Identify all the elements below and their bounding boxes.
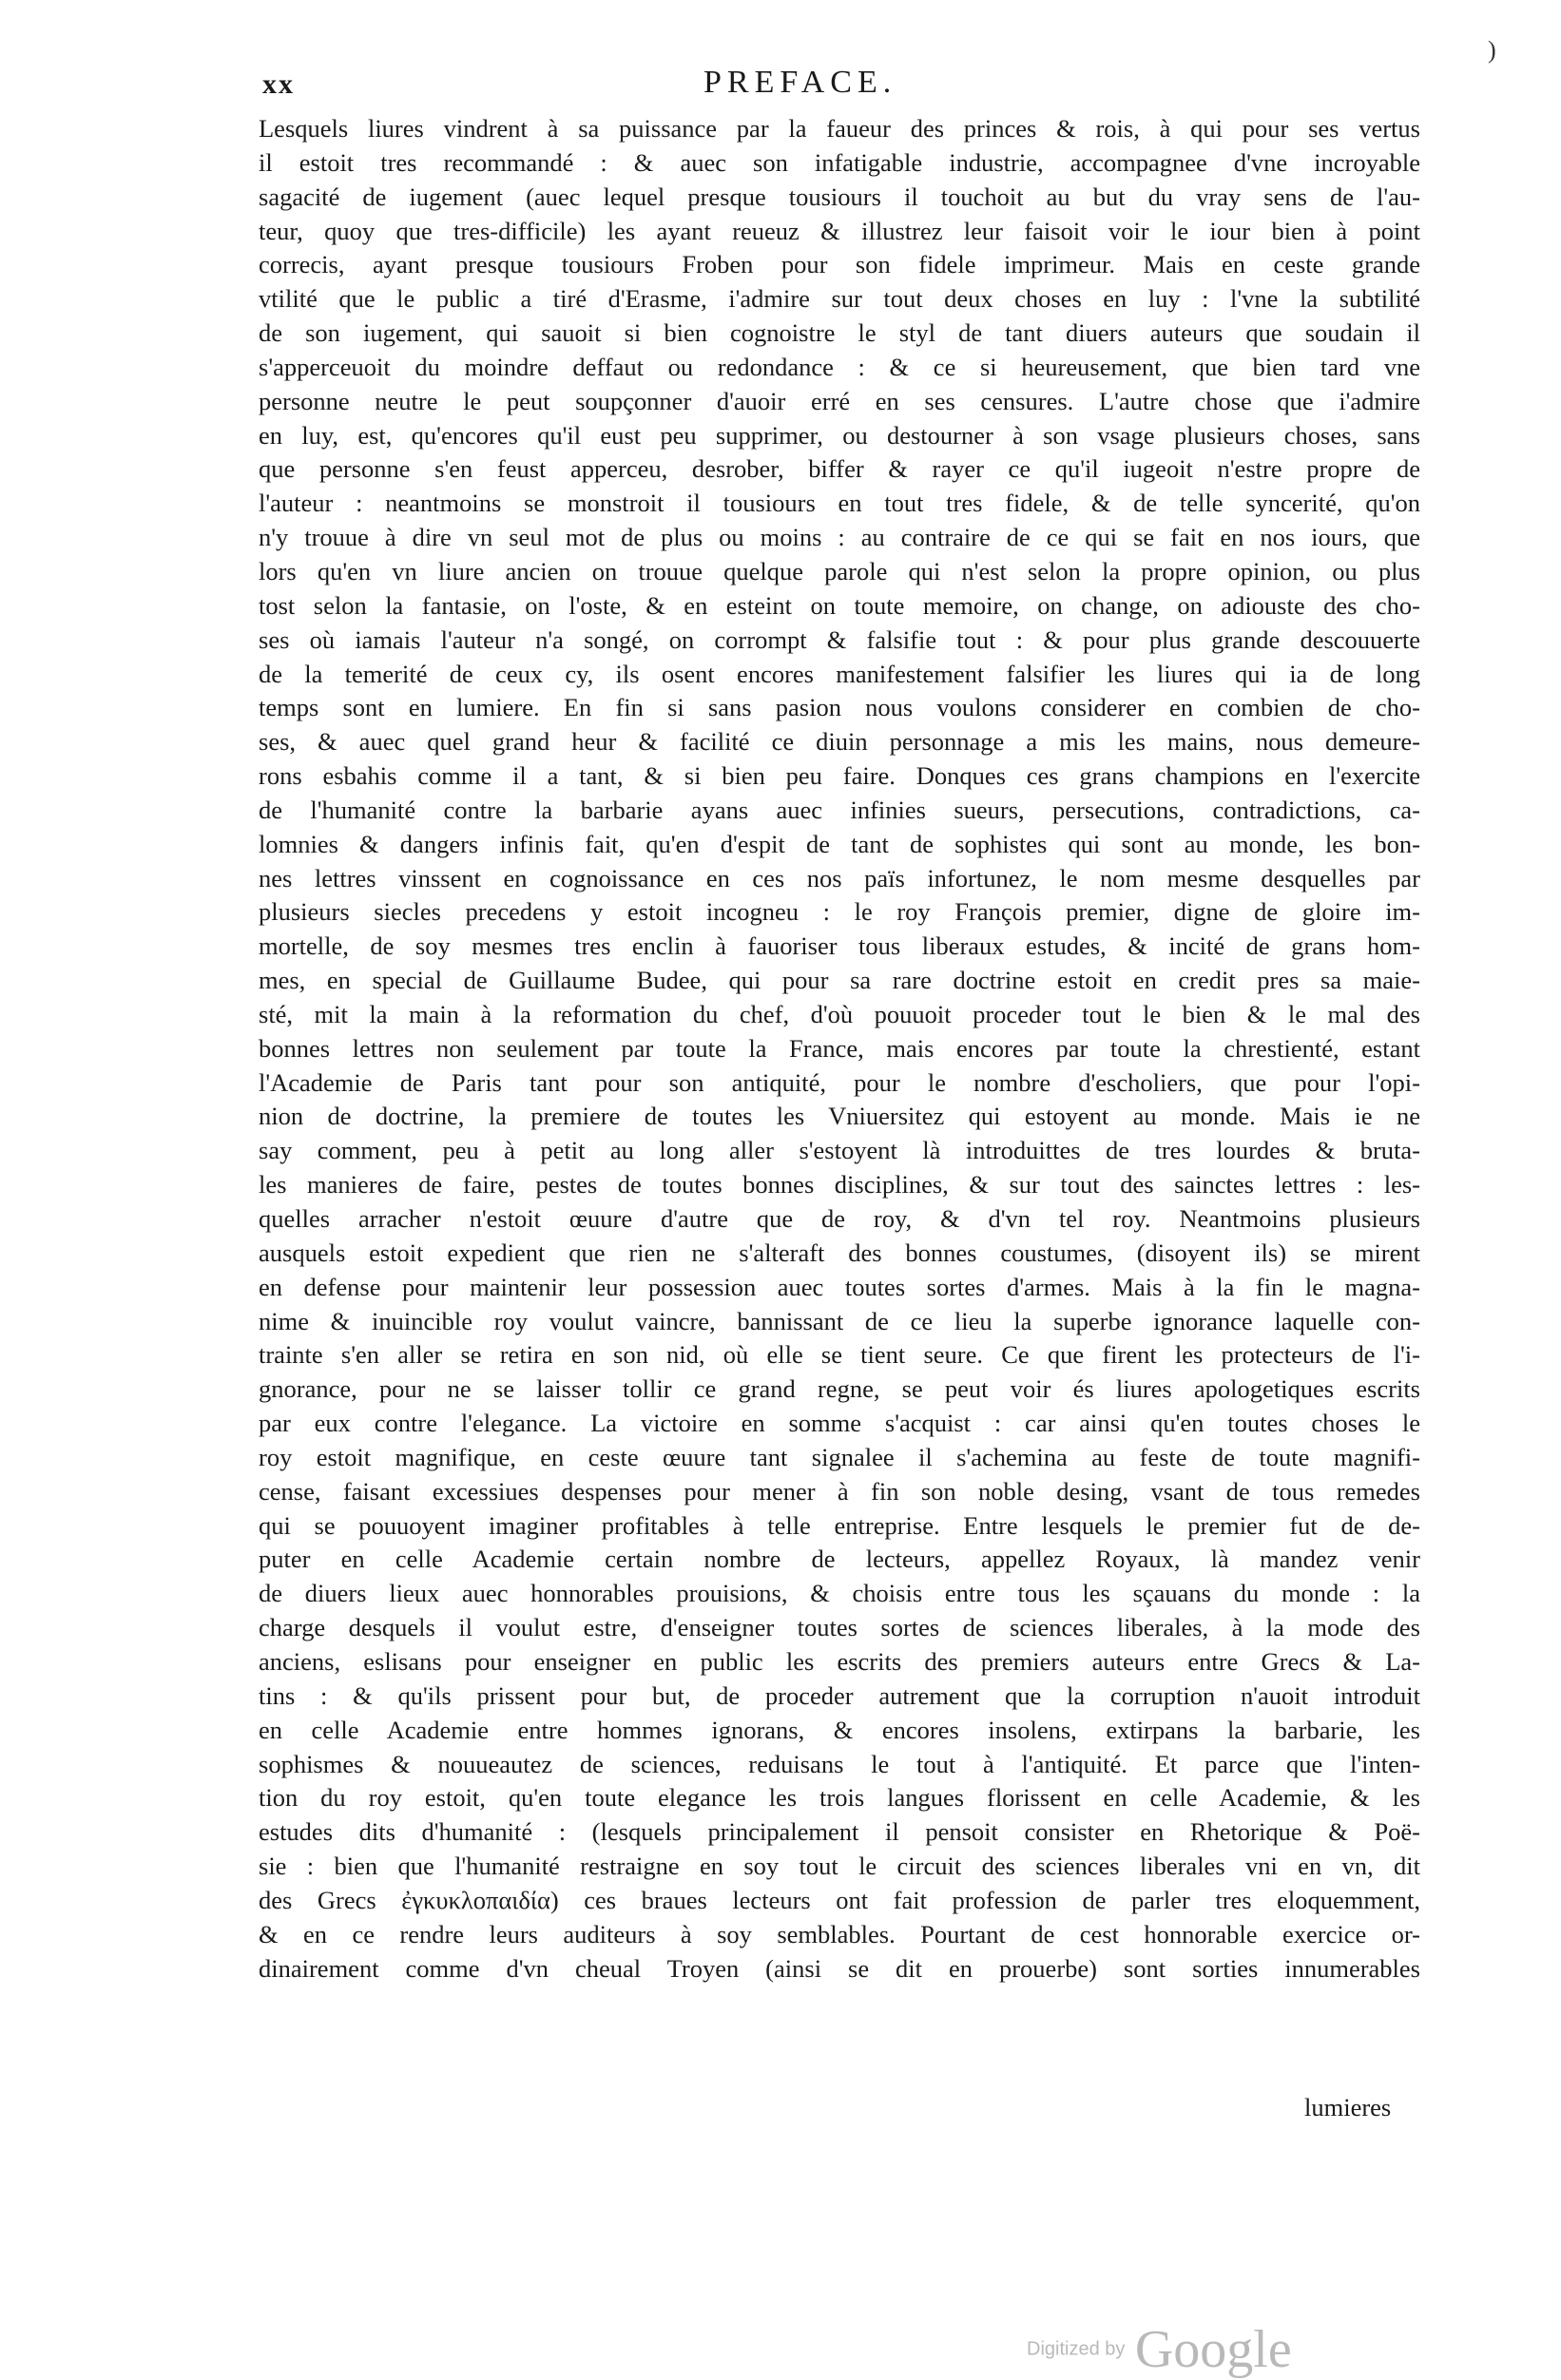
text-line: l'Academie de Paris tant pour son antiquité, pour le nombre d'escholiers, que pour l'opi- [259,1067,1420,1097]
text-line: les manieres de faire, pestes de toutes bonnes disciplines, & sur tout des sainctes lettres : les- [259,1170,1420,1200]
text-line: bonnes lettres non seulement par toute la France, mais encores par toute la chrestienté, estant [259,1033,1420,1063]
text-line: s'apperceuoit du moindre deffaut ou redondance : & ce si heureusement, que bien tard vne [259,352,1420,381]
text-line: sie : bien que l'humanité restraigne en soy tout le circuit des sciences liberales vni en vn, dit [259,1852,1420,1881]
text-line: il estoit tres recommandé : & auec son infatigable industrie, accompagnee d'vne incroyable [259,147,1420,177]
text-line: nime & inuincible roy voulut vaincre, bannissant de ce lieu la superbe ignorance laquelle con- [259,1306,1420,1335]
text-line: plusieurs siecles precedens y estoit incogneu : le roy François premier, digne de gloire im- [259,897,1420,927]
text-line: qui se pouuoyent imaginer profitables à telle entreprise. Entre lesquels le premier fut de de- [259,1510,1420,1540]
text-line: trainte s'en aller se retira en son nid, où elle se tient seure. Ce que firent les protecteurs de l'i- [259,1340,1420,1370]
text-line: vtilité que le public a tiré d'Erasme, i'admire sur tout deux choses en luy : l'vne la subtilité [259,284,1420,314]
text-line: en luy, est, qu'encores qu'il eust peu supprimer, ou destourner à son vsage plusieurs choses, sans [259,420,1420,450]
text-line: & en ce rendre leurs auditeurs à soy semblables. Pourtant de cest honnorable exercice or- [259,1919,1420,1948]
google-logo: Google [1134,2320,1292,2379]
text-line: ses, & auec quel grand heur & facilité ce diuin personnage a mis les mains, nous demeure- [259,727,1420,757]
text-line: lors qu'en vn liure ancien on trouue quelque parole qui n'est selon la propre opinion, ou plus [259,556,1420,585]
text-line: dinairement comme d'vn cheual Troyen (ainsi se dit en prouerbe) sont sorties innumerables [259,1953,1420,1983]
text-line: par eux contre l'elegance. La victoire en somme s'acquist : car ainsi qu'en toutes choses le [259,1409,1420,1438]
body-text [259,112,1420,1986]
text-line: temps sont en lumiere. En fin si sans pasion nous voulons considerer en combien de cho- [259,693,1420,722]
text-line: n'y trouue à dire vn seul mot de plus ou moins : au contraire de ce qui se fait en nos iours, que [259,523,1420,552]
text-line: en defense pour maintenir leur possession auec toutes sortes d'armes. Mais à la fin le magna- [259,1272,1420,1301]
text-line: cense, faisant excessiues despenses pour mener à fin son noble desing, vsant de tous remedes [259,1476,1420,1506]
text-line: charge desquels il voulut estre, d'enseigner toutes sortes de sciences liberales, à la mode des [259,1613,1420,1642]
text-line: des Grecs ἐγκυκλοπαιδία) ces braues lecteurs ont fait profession de parler tres eloquemment, [259,1885,1420,1914]
text-line: de la temerité de ceux cy, ils osent encores manifestement falsifier les liures qui ia de long [259,659,1420,688]
text-line: ses où iamais l'auteur n'a songé, on corrompt & falsifie tout : & pour plus grande descouuerte [259,624,1420,654]
page-number: xx [262,68,295,100]
text-line: say comment, peu à petit au long aller s'estoyent là introduittes de tres lourdes & bruta- [259,1136,1420,1165]
text-line: mortelle, de soy mesmes tres enclin à fauoriser tous liberaux estudes, & incité de grans hom- [259,931,1420,961]
text-line: teur, quoy que tres-difficile) les ayant reueuz & illustrez leur faisoit voir le iour bien à point [259,216,1420,245]
text-line: correcis, ayant presque tousiours Froben pour son fidele imprimeur. Mais en ceste grande [259,250,1420,279]
text-line: Lesquels liures vindrent à sa puissance par la faueur des princes & rois, à qui pour ses vertus [259,114,1420,143]
text-line: sté, mit la main à la reformation du chef, d'où pouuoit proceder tout le bien & le mal des [259,999,1420,1028]
text-line: anciens, eslisans pour enseigner en public les escrits des premiers auteurs entre Grecs & La- [259,1646,1420,1676]
text-line: de son iugement, qui sauoit si bien cognoistre le styl de tant diuers auteurs que soudain il [259,318,1420,348]
text-line: de diuers lieux auec honnorables prouisions, & choisis entre tous les sçauans du monde : la [259,1579,1420,1608]
text-line: sagacité de iugement (auec lequel presque tousiours il touchoit au but du vray sens de l'au- [259,182,1420,211]
text-line: tins : & qu'ils prissent pour but, de proceder autrement que la corruption n'auoit introduit [259,1680,1420,1710]
text-line: rons esbahis comme il a tant, & si bien peu faire. Donques ces grans champions en l'exercite [259,761,1420,791]
text-line: nion de doctrine, la premiere de toutes les Vniuersitez qui estoyent au monde. Mais ie ne [259,1102,1420,1131]
running-head: PREFACE. [703,65,897,100]
text-line: ausquels estoit expedient que rien ne s'alteraft des bonnes coustumes, (disoyent ils) se mirent [259,1238,1420,1267]
catchword: lumieres [1304,2093,1392,2121]
margin-mark: ) [1488,36,1496,64]
text-line: tost selon la fantasie, on l'oste, & en esteint on toute memoire, on change, on adiouste des cho- [259,590,1420,620]
digitized-watermark [1027,2319,1292,2380]
text-line: en celle Academie entre hommes ignorans, & encores insolens, extirpans la barbarie, les [259,1715,1420,1744]
text-line: que personne s'en feust apperceu, desrober, biffer & rayer ce qu'il iugeoit n'estre propre de [259,454,1420,484]
text-line: gnorance, pour ne se laisser tollir ce grand regne, se peut voir és liures apologetiques escrits [259,1374,1420,1404]
text-line: de l'humanité contre la barbarie ayans auec infinies sueurs, persecutions, contradictions, ca- [259,795,1420,824]
text-line: lomnies & dangers infinis fait, qu'en d'espit de tant de sophistes qui sont au monde, les bon- [259,829,1420,858]
text-line: mes, en special de Guillaume Budee, qui pour sa rare doctrine estoit en credit pres sa maie- [259,966,1420,995]
text-line: l'auteur : neantmoins se monstroit il tousiours en tout tres fidele, & de telle syncerité, qu'on [259,489,1420,518]
text-line: estudes dits d'humanité : (lesquels principalement il pensoit consister en Rhetorique & Poë- [259,1817,1420,1847]
watermark-prefix: Digitized by [1027,2338,1126,2360]
text-line: roy estoit magnifique, en ceste œuure tant signalee il s'achemina au feste de toute magnifi- [259,1442,1420,1471]
text-line: sophismes & nouueautez de sciences, reduisans le tout à l'antiquité. Et parce que l'inten- [259,1749,1420,1778]
text-line: tion du roy estoit, qu'en toute elegance les trois langues florissent en celle Academie, & les [259,1783,1420,1813]
text-line: quelles arracher n'estoit œuure d'autre que de roy, & d'vn tel roy. Neantmoins plusieurs [259,1204,1420,1233]
text-line: personne neutre le peut soupçonner d'auoir erré en ses censures. L'autre chose que i'admire [259,386,1420,415]
text-line: puter en celle Academie certain nombre de lecteurs, appellez Royaux, là mandez venir [259,1545,1420,1574]
text-line: nes lettres vinssent en cognoissance en ces nos païs infortunez, le nom mesme desquelles par [259,863,1420,892]
